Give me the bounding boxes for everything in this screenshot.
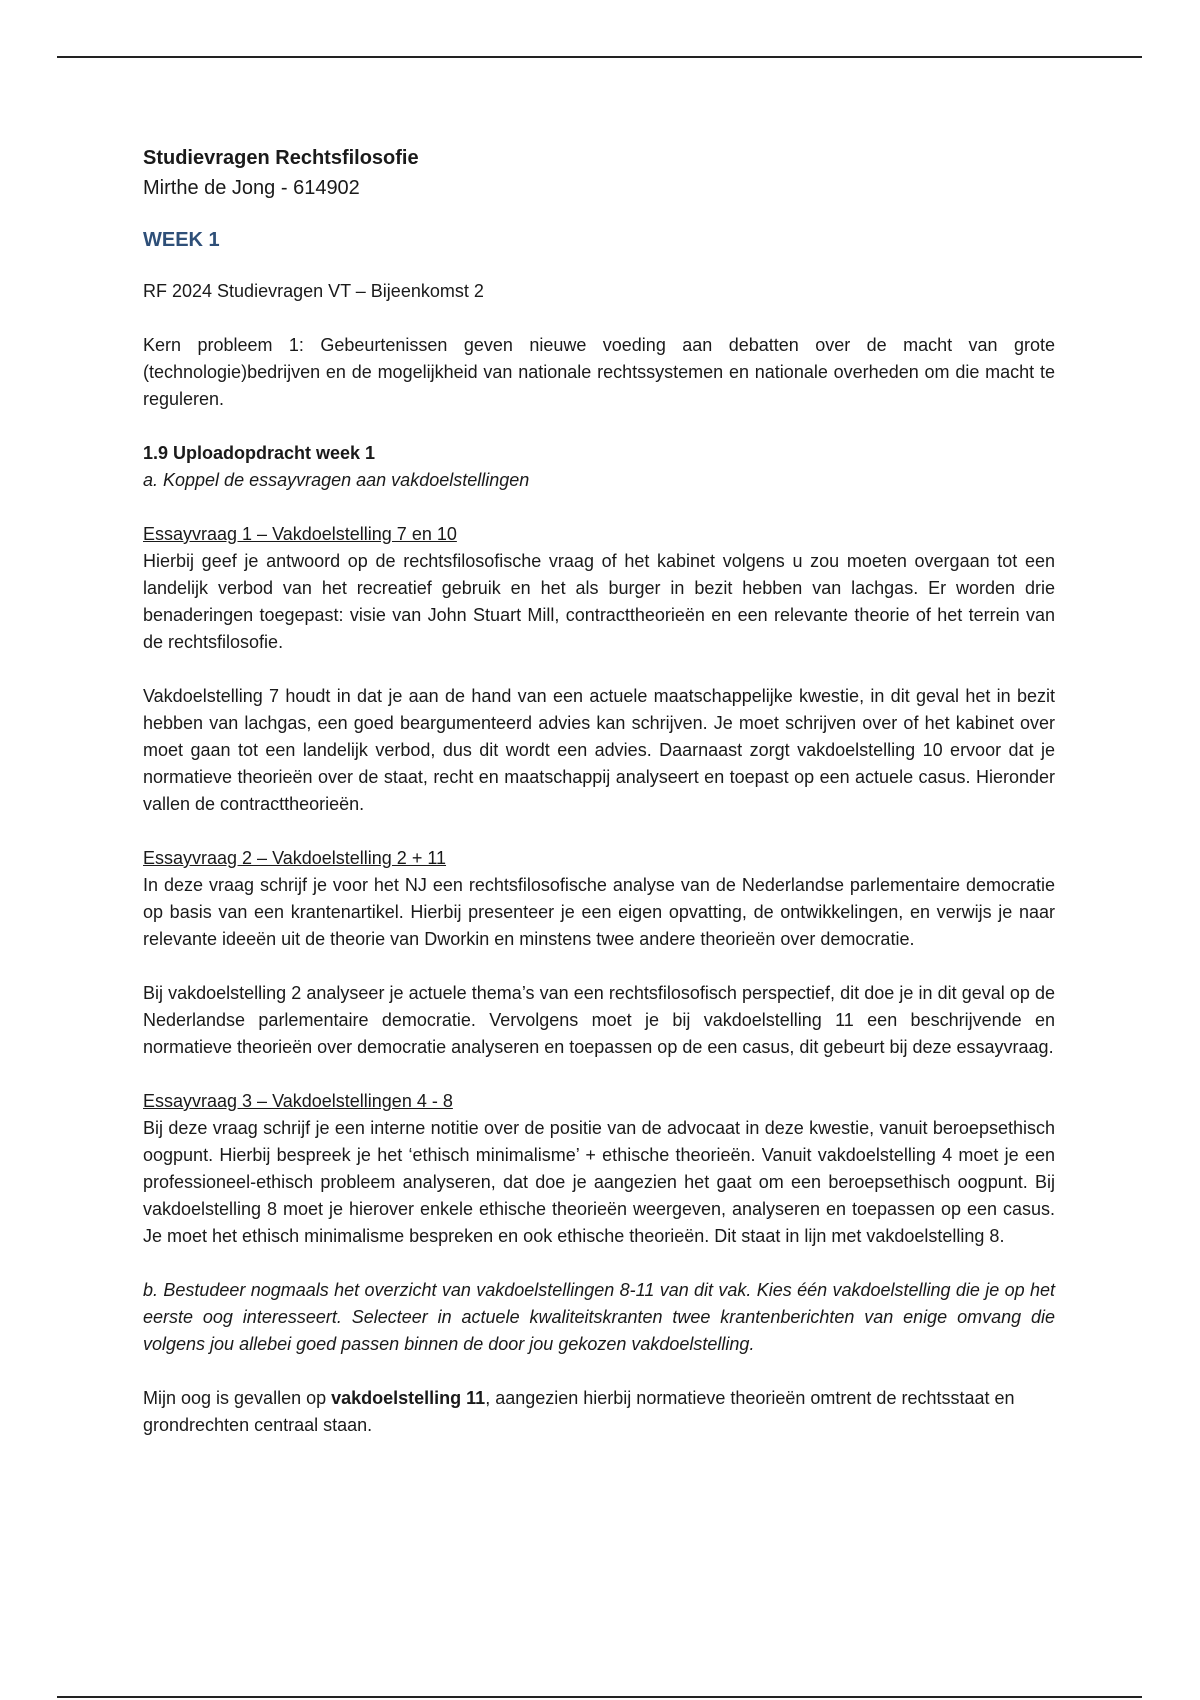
essay1-heading: Essayvraag 1 – Vakdoelstelling 7 en 10 — [143, 524, 457, 544]
essay3-paragraph-1: Bij deze vraag schrijf je een interne notitie over de positie van de advocaat in deze kwestie, vanuit beroepsethisch oogpunt. Hierbij bespreek je het ‘ethisch minimalisme’ + ethische theorieën. Vanuit vakdoelstelling 4 moet je een professioneel-ethisch probleem analyseren, dat doe je aangezien het gaat om een beroepsethisch oogpunt. Bij vakdoelstelling 8 moet je hierover enkele ethische theorieën weergeven, analyseren en toepassen op een casus. Je moet het ethisch minimalisme bespreken en ook ethische theorieën. Dit staat in lijn met vakdoelstelling 8. — [143, 1118, 1055, 1246]
page-top-rule — [57, 56, 1142, 58]
closing-text-after: , aangezien hierbij normatieve theorieën omtrent de rechtsstaat en grondrechten centraal staan. — [143, 1388, 1015, 1435]
closing-bold-vakdoelstelling: vakdoelstelling 11 — [331, 1388, 486, 1408]
document-title: Studievragen Rechtsfilosofie — [143, 147, 419, 169]
essay3-heading: Essayvraag 3 – Vakdoelstellingen 4 - 8 — [143, 1091, 453, 1111]
essay2-paragraph-1: In deze vraag schrijf je voor het NJ een rechtsfilosofische analyse van de Nederlandse parlementaire democratie op basis van een krantenartikel. Hierbij presenteer je een eigen opvatting, de ontwikkelingen, en verwijs je naar relevante ideeën uit de theorie van Dworkin en minstens twee andere theorieën over democratie. — [143, 875, 1055, 949]
essay2-heading: Essayvraag 2 – Vakdoelstelling 2 + 11 — [143, 848, 447, 868]
week-heading: WEEK 1 — [143, 229, 220, 251]
kern-probleem-paragraph: Kern probleem 1: Gebeurtenissen geven nieuwe voeding aan debatten over de macht van grote (technologie)bedrijven en de mogelijkheid van nationale rechtssystemen en nationale overheden om die macht te reguleren. — [143, 335, 1055, 409]
essay2-paragraph-2: Bij vakdoelstelling 2 analyseer je actuele thema’s van een rechtsfilosofisch perspectief, dit doe je in dit geval op de Nederlandse parlementaire democratie. Vervolgens moet je bij vakdoelstelling 11 een beschrijvende en normatieve theorieën over democratie analyseren en toepassen op de een casus, dit gebeurt bij deze essayvraag. — [143, 983, 1055, 1057]
document-page — [143, 143, 1055, 1466]
section-a-instruction: a. Koppel de essayvragen aan vakdoelstellingen — [143, 470, 530, 490]
document-author: Mirthe de Jong - 614902 — [143, 177, 360, 199]
section-title: 1.9 Uploadopdracht week 1 — [143, 443, 376, 463]
page-bottom-rule — [57, 1696, 1142, 1698]
closing-text-before: Mijn oog is gevallen op — [143, 1388, 332, 1408]
closing-paragraph — [143, 1385, 1055, 1439]
essay1-paragraph-2: Vakdoelstelling 7 houdt in dat je aan de hand van een actuele maatschappelijke kwestie, in dit geval het in bezit hebben van lachgas, een goed beargumenteerd advies kan schrijven. Je moet schrijven over of het kabinet over moet gaan tot een landelijk verbod, dus dit wordt een advies. Daarnaast zorgt vakdoelstelling 10 ervoor dat je normatieve theorieën over de staat, recht en maatschappij analyseert en toepast op een actuele casus. Hieronder vallen de contracttheorieën. — [143, 686, 1055, 814]
essay1-paragraph-1: Hierbij geef je antwoord op de rechtsfilosofische vraag of het kabinet volgens u zou moeten overgaan tot een landelijk verbod van het recreatief gebruik en het als burger in bezit hebben van lachgas. Er worden drie benaderingen toegepast: visie van John Stuart Mill, contracttheorieën en een relevante theorie of het terrein van de rechtsfilosofie. — [143, 551, 1055, 652]
section-b-instruction: b. Bestudeer nogmaals het overzicht van vakdoelstellingen 8-11 van dit vak. Kies één vakdoelstelling die je op het eerste oog interesseert. Selecteer in actuele kwaliteitskranten twee krantenberichten van enige omvang die volgens jou allebei goed passen binnen de door jou gekozen vakdoelstelling. — [143, 1280, 1055, 1354]
document-subtitle: RF 2024 Studievragen VT – Bijeenkomst 2 — [143, 281, 484, 301]
